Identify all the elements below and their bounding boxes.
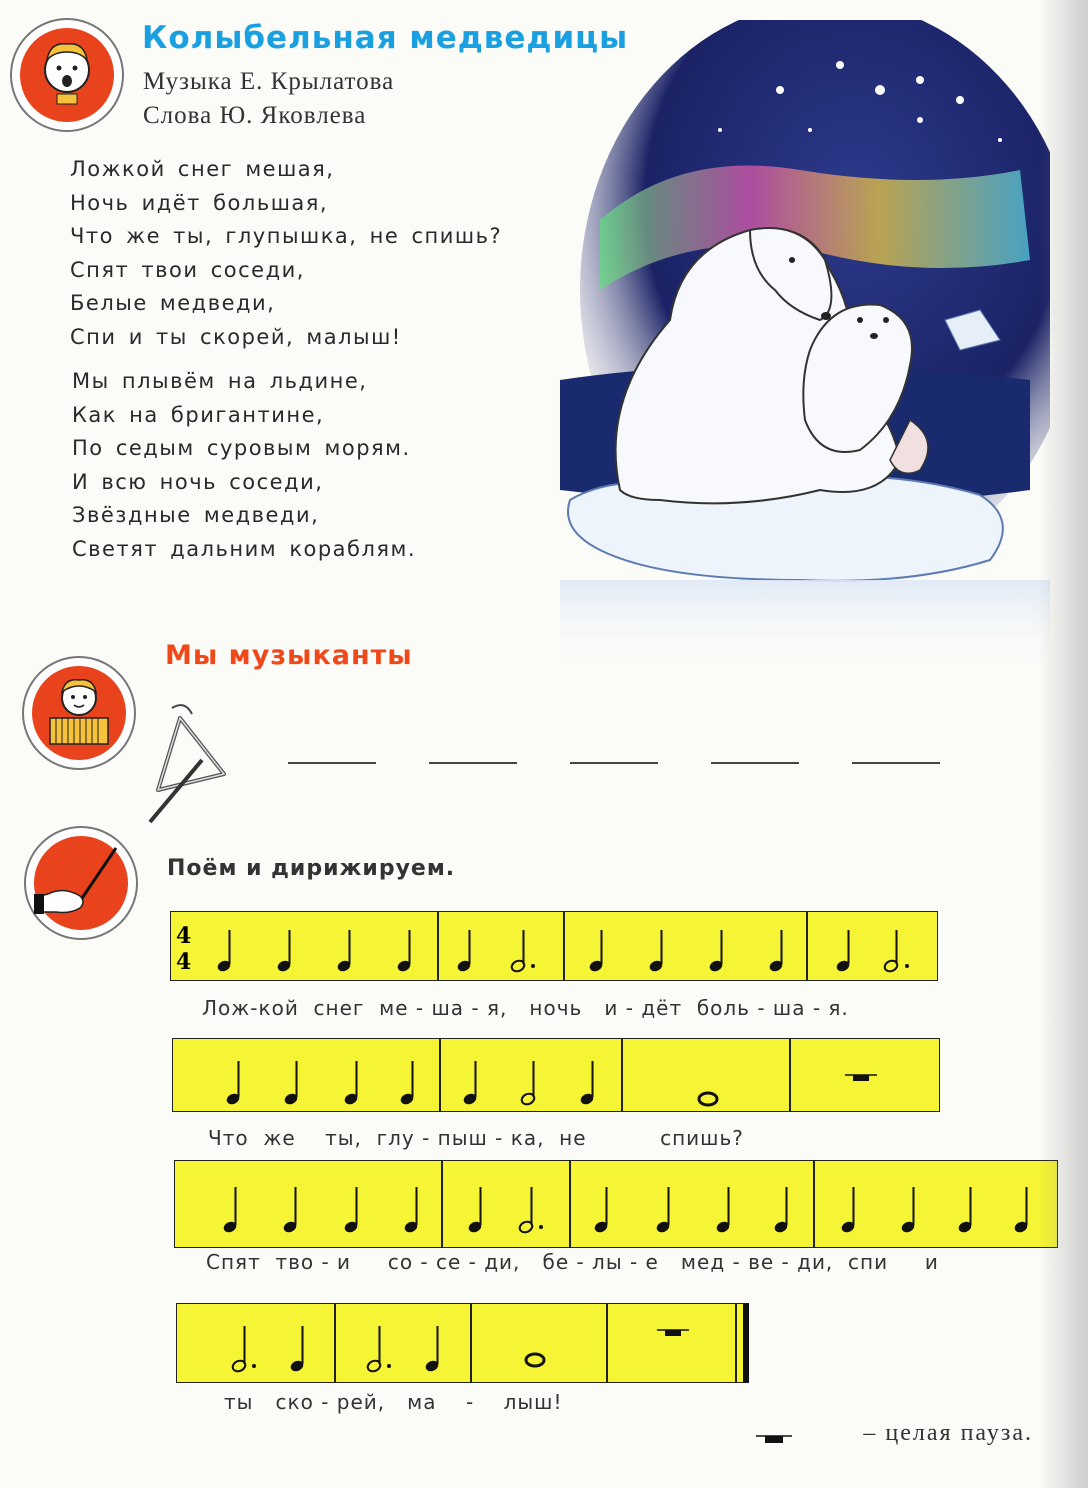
quarter-note: [403, 1187, 419, 1234]
verse-line: Как на бригантине,: [72, 402, 325, 427]
whole-note: [526, 1354, 544, 1366]
quarter-note: [222, 1187, 238, 1234]
whole-rest: [657, 1330, 689, 1336]
dotted-half-note: [231, 1326, 256, 1373]
whole-note: [699, 1093, 717, 1105]
verse-line: Ложкой снег мешая,: [70, 157, 335, 181]
song-title: Колыбельная медведицы: [142, 20, 629, 56]
whole-rest-icon: [756, 1430, 792, 1446]
answer-blank[interactable]: [570, 762, 658, 764]
accordion-child-icon: [22, 656, 136, 770]
quarter-note: [343, 1187, 359, 1234]
svg-text:4: 4: [176, 923, 192, 949]
quarter-note: [283, 1061, 299, 1106]
dotted-half-note: [518, 1187, 543, 1234]
quarter-note: [900, 1187, 916, 1234]
dotted-half-note: [883, 930, 909, 973]
quarter-note: [1013, 1187, 1029, 1234]
rhythm-line-1: [170, 911, 938, 981]
verse-line: Спят твои соседи,: [70, 257, 305, 282]
verse-line: Светят дальним кораблям.: [72, 536, 417, 561]
quarter-note: [768, 930, 784, 973]
quarter-note: [399, 1061, 415, 1106]
conductor-hand-icon: [24, 826, 138, 940]
quarter-note: [655, 1187, 671, 1234]
stanza-2: [72, 365, 416, 567]
quarter-note: [456, 930, 472, 973]
quarter-note: [216, 930, 232, 973]
verse-line: Белые медведи,: [70, 291, 276, 316]
lyrics-line-4: ты ско - рей, ма - лыш!: [224, 1390, 563, 1414]
quarter-note: [276, 930, 292, 973]
quarter-note: [588, 930, 604, 973]
answer-blank[interactable]: [288, 762, 376, 764]
quarter-note: [396, 930, 412, 973]
quarter-note: [708, 930, 724, 973]
whole-rest-legend: – целая пауза.: [863, 1420, 1033, 1446]
verse-line: Спи и ты скорей, малыш!: [70, 324, 402, 349]
quarter-note: [467, 1187, 483, 1234]
dotted-half-note: [366, 1326, 391, 1373]
lyrics-credit: Слова Ю. Яковлева: [143, 102, 367, 129]
quarter-note: [225, 1061, 241, 1106]
singing-child-icon: [10, 18, 124, 132]
quarter-note: [957, 1187, 973, 1234]
dotted-half-note: [510, 930, 535, 973]
quarter-note: [424, 1326, 440, 1373]
rhythm-line-2: [172, 1038, 940, 1112]
quarter-note: [289, 1326, 305, 1373]
quarter-note: [715, 1187, 731, 1234]
conducting-instruction: Поём и дирижируем.: [167, 856, 456, 881]
quarter-note: [462, 1061, 478, 1106]
whole-rest: [845, 1075, 877, 1081]
half-note: [520, 1061, 536, 1106]
music-credit: Музыка Е. Крылатова: [143, 68, 395, 95]
answer-blank[interactable]: [852, 762, 940, 764]
rhythm-line-4: [176, 1303, 749, 1383]
answer-blank[interactable]: [711, 762, 799, 764]
answer-blank[interactable]: [429, 762, 517, 764]
lyrics-line-3: Спят тво - и со - се - ди, бе - лы - е мед - ве - ди, спи и: [206, 1250, 939, 1274]
verse-line: И всю ночь соседи,: [72, 469, 324, 494]
lyrics-line-2: Что же ты, глу - пыш - ка, не спишь?: [208, 1126, 744, 1150]
quarter-note: [648, 930, 664, 973]
triangle-instrument-icon: [140, 700, 240, 830]
verse-line: По седым суровым морям.: [72, 436, 411, 461]
lyrics-line-1: Лож-кой снег ме - ша - я, ночь и - дёт боль - ша - я.: [202, 996, 849, 1020]
musicians-title: Мы музыканты: [165, 640, 413, 671]
verse-line: Мы плывём на льдине,: [72, 369, 368, 393]
quarter-note: [593, 1187, 609, 1234]
quarter-note: [773, 1187, 789, 1234]
polar-bears-illustration: [560, 20, 1050, 670]
quarter-note: [840, 1187, 856, 1234]
rhythm-line-3: [174, 1160, 1058, 1248]
quarter-note: [336, 930, 352, 973]
quarter-note: [343, 1061, 359, 1106]
verse-line: Звёздные медведи,: [72, 503, 320, 528]
stanza-1: [70, 153, 502, 355]
page-gutter-shadow: [1038, 0, 1088, 1488]
verse-line: Ночь идёт большая,: [70, 190, 329, 215]
svg-text:4: 4: [176, 949, 192, 975]
quarter-note: [579, 1061, 595, 1106]
quarter-note: [835, 930, 851, 973]
verse-line: Что же ты, глупышка, не спишь?: [70, 224, 503, 249]
quarter-note: [282, 1187, 298, 1234]
